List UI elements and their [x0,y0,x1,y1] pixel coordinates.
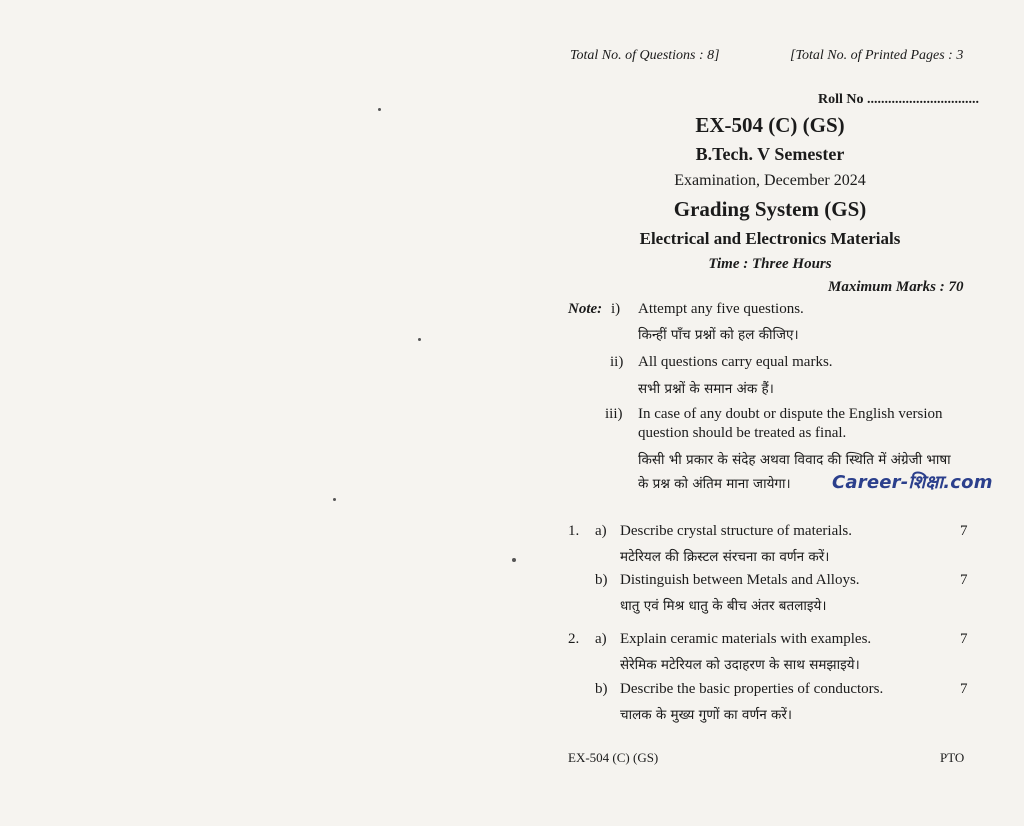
speck [333,498,336,501]
question-text-hi: मटेरियल की क्रिस्टल संरचना का वर्णन करें। [620,549,830,565]
note-text-en: All questions carry equal marks. [638,354,833,370]
maximum-marks: Maximum Marks : 70 [828,279,964,295]
part-label: b) [595,681,608,697]
question-text-en: Distinguish between Metals and Alloys. [620,572,860,588]
note-text-en: Attempt any five questions. [638,301,804,317]
note-number: ii) [610,354,624,370]
note-text-en: question should be treated as final. [638,425,847,441]
watermark-logo: Career-शिक्षा.com [832,472,993,493]
note-text-hi: किन्हीं पाँच प्रश्नों को हल कीजिए। [638,327,799,343]
note-text-en: In case of any doubt or dispute the English version [638,406,943,422]
question-marks: 7 [960,572,968,588]
question-text-hi: सेरेमिक मटेरियल को उदाहरण के साथ समझाइये। [620,657,860,673]
speck [512,558,516,562]
question-text-hi: चालक के मुख्य गुणों का वर्णन करें। [620,707,792,723]
speck [418,338,421,341]
note-text-hi: के प्रश्न को अंतिम माना जायेगा। [638,476,791,492]
question-number: 2. [568,631,580,647]
question-text-en: Explain ceramic materials with examples. [620,631,872,647]
question-marks: 7 [960,523,968,539]
printed-pages: [Total No. of Printed Pages : 3 [790,48,964,63]
note-label: Note: [568,301,603,317]
note-number: i) [611,301,621,317]
footer-code: EX-504 (C) (GS) [568,750,659,765]
exam-session: Examination, December 2024 [674,172,866,189]
subject-title: Electrical and Electronics Materials [639,229,901,248]
total-questions: Total No. of Questions : 8] [570,48,720,63]
note-number: iii) [605,406,623,422]
question-text-hi: धातु एवं मिश्र धातु के बीच अंतर बतलाइये। [620,598,827,614]
part-label: a) [595,631,607,647]
part-label: a) [595,523,607,539]
question-text-en: Describe the basic properties of conductors. [620,681,884,697]
speck [378,108,381,111]
question-text-en: Describe crystal structure of materials. [620,523,852,539]
question-paper-page [520,0,1024,826]
course-title: B.Tech. V Semester [695,144,845,164]
time-allowed: Time : Three Hours [708,256,832,272]
question-marks: 7 [960,681,968,697]
note-text-hi: सभी प्रश्नों के समान अंक हैं। [638,381,774,397]
roll-no: Roll No ................................ [818,92,979,107]
part-label: b) [595,572,608,588]
note-text-hi: किसी भी प्रकार के संदेह अथवा विवाद की स्थिति में अंग्रेजी भाषा [638,452,951,468]
paper-code: EX-504 (C) (GS) [695,113,845,137]
footer-pto: PTO [940,750,965,765]
grading-system: Grading System (GS) [673,197,867,221]
question-number: 1. [568,523,580,539]
question-marks: 7 [960,631,968,647]
